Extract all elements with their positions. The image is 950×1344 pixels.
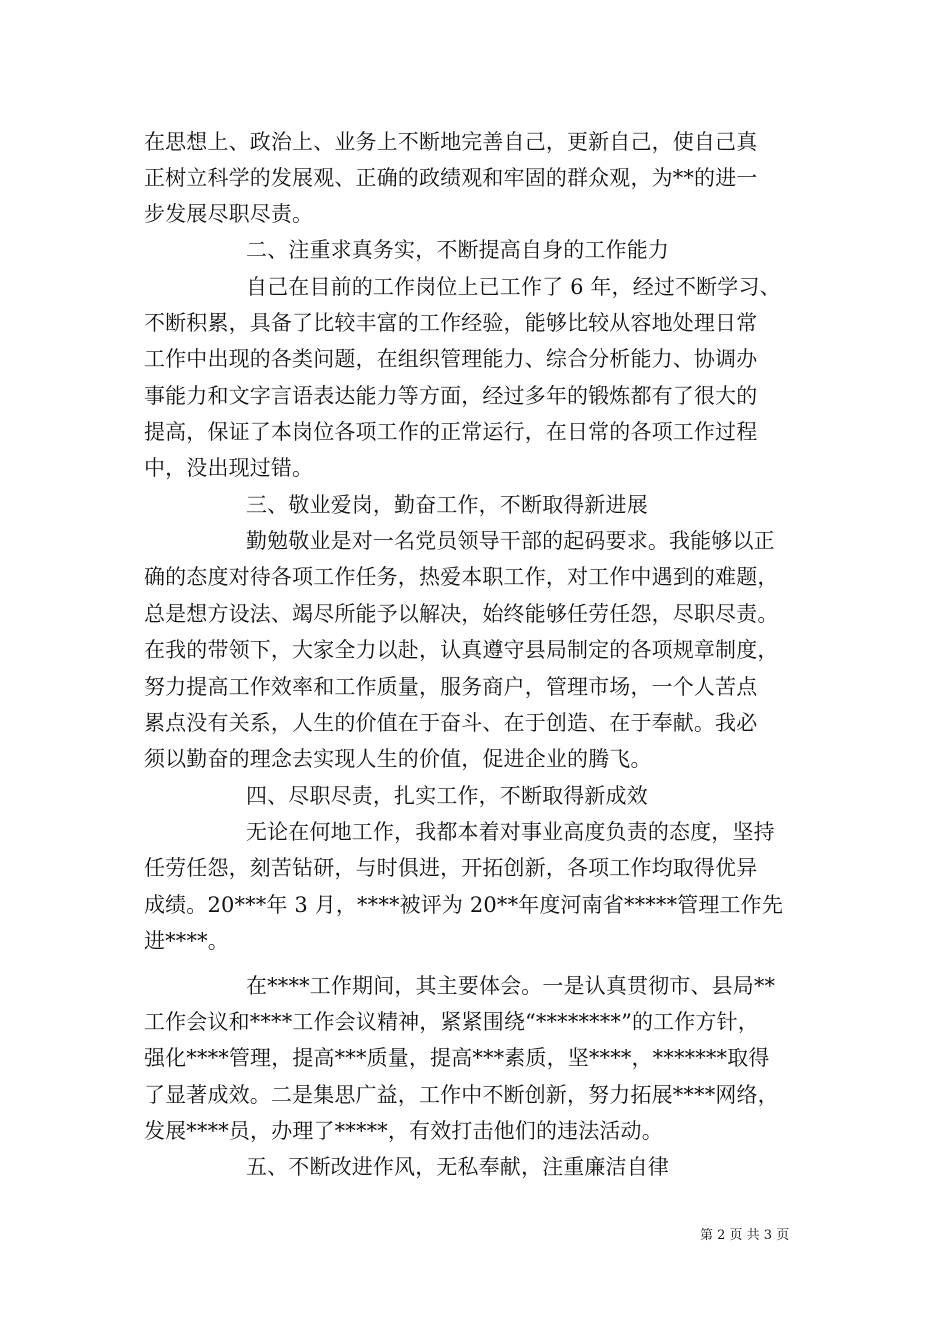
text-line: 在****工作期间，其主要体会。一是认真贯彻市、县局**	[246, 974, 776, 998]
text-line: 成绩。20***年 3 月，****被评为 20**年度河南省*****管理工作先	[144, 893, 783, 917]
text-line: 发展****员，办理了*****，有效打击他们的违法活动。	[144, 1119, 663, 1143]
text-line: 工作会议和****工作会议精神，紧紧围绕“********”的工作方针，	[144, 1010, 759, 1034]
text-line: 不断积累，具备了比较丰富的工作经验，能够比较从容地处理日常	[144, 311, 758, 335]
text-line: 工作中出现的各类问题，在组织管理能力、综合分析能力、协调办	[144, 347, 758, 371]
text-line: 总是想方设法、竭尽所能予以解决，始终能够任劳任怨，尽职尽责。	[144, 602, 779, 626]
section-heading: 二、注重求真务实，不断提高自身的工作能力	[246, 238, 669, 262]
text-line: 任劳任怨，刻苦钻研，与时俱进，开拓创新，各项工作均取得优异	[144, 856, 758, 880]
section-heading: 三、敬业爱岗，勤奋工作，不断取得新进展	[246, 493, 648, 517]
text-line: 确的态度对待各项工作任务，热爱本职工作，对工作中遇到的难题，	[144, 565, 779, 589]
text-line: 事能力和文字言语表达能力等方面，经过多年的锻炼都有了很大的	[144, 384, 758, 408]
text-line: 进****。	[144, 929, 229, 953]
text-line: 强化****管理，提高***质量，提高***素质，坚****，*******取得	[144, 1046, 770, 1070]
text-line: 了显著成效。二是集思广益，工作中不断创新，努力拓展****网络，	[144, 1083, 779, 1107]
text-line: 提高，保证了本岗位各项工作的正常运行，在日常的各项工作过程	[144, 420, 758, 444]
section-heading: 五、不断改进作风，无私奉献，注重廉洁自律	[246, 1155, 669, 1179]
text-line: 须以勤奋的理念去实现人生的价值，促进企业的腾飞。	[144, 747, 652, 771]
text-line: 在我的带领下，大家全力以赴，认真遵守县局制定的各项规章制度，	[144, 638, 779, 662]
text-line: 努力提高工作效率和工作质量，服务商户，管理市场，一个人苦点	[144, 675, 758, 699]
text-line: 无论在何地工作，我都本着对事业高度负责的态度，坚持	[246, 820, 775, 844]
text-line: 自己在目前的工作岗位上已工作了 6 年，经过不断学习、	[246, 275, 781, 299]
text-line: 正树立科学的发展观、正确的政绩观和牢固的群众观，为**的进一	[144, 166, 758, 190]
text-line: 步发展尽职尽责。	[144, 202, 314, 226]
text-line: 在思想上、政治上、业务上不断地完善自己，更新自己，使自己真	[144, 130, 758, 154]
text-line: 累点没有关系，人生的价值在于奋斗、在于创造、在于奉献。我必	[144, 711, 758, 735]
text-line: 勤勉敬业是对一名党员领导干部的起码要求。我能够以正	[246, 529, 775, 553]
text-line: 中，没出现过错。	[144, 456, 314, 480]
section-heading: 四、尽职尽责，扎实工作，不断取得新成效	[246, 784, 648, 808]
page-number-footer: 第 2 页 共 3 页	[700, 1228, 790, 1243]
